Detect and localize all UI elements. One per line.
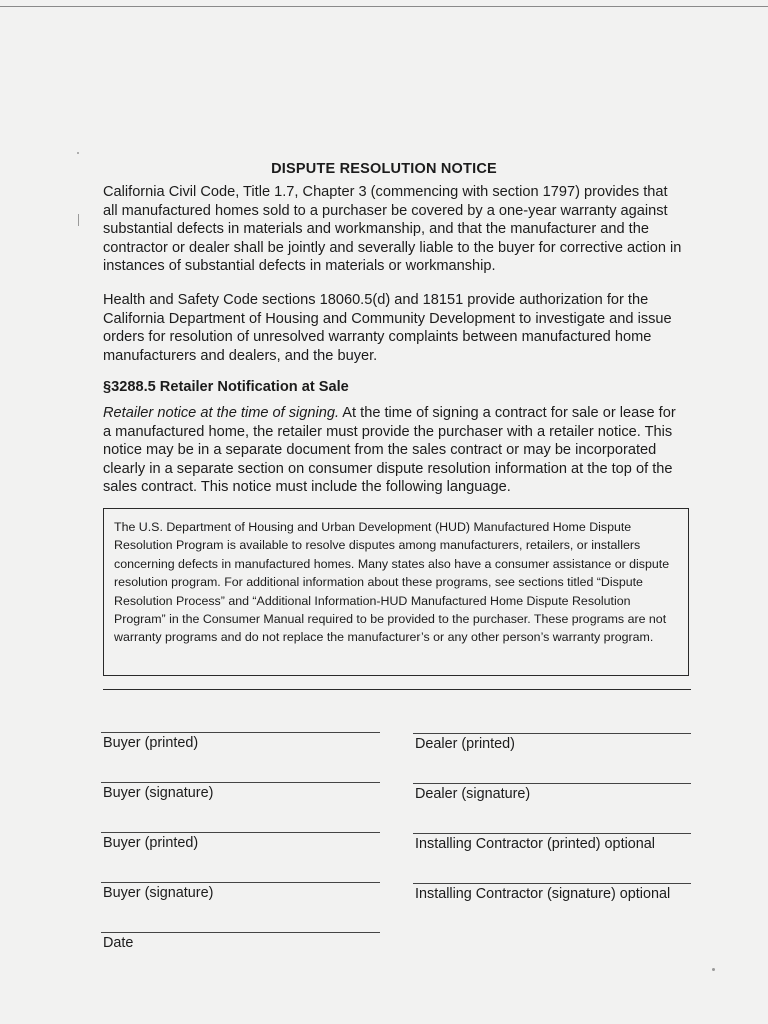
buyer-printed-line [101,732,380,733]
scan-speck [78,214,79,226]
buyer-signature-label-2: Buyer (signature) [103,885,214,901]
notice-box [103,508,689,676]
dealer-printed-line [413,733,691,734]
installer-signature-line [413,883,691,884]
buyer-printed-label: Buyer (printed) [103,735,199,751]
paragraph-lead-italic: Retailer notice at the time of signing. [103,405,340,421]
installer-printed-label: Installing Contractor (printed) optional [415,836,655,852]
installer-signature-label: Installing Contractor (signature) optional [415,886,671,902]
page-top-edge [0,6,768,7]
section-divider [103,689,691,690]
date-label: Date [103,935,134,951]
section-heading: §3288.5 Retailer Notification at Sale [103,379,349,395]
paragraph-health-safety-code: Health and Safety Code sections 18060.5(d) and 18151 provide authorization for the California Department of Housing and Community Development to investigate and issue orders for resolution of unresolved warranty complaints between manufactured home manufacturers and dealers, and the buyer. [103,292,672,364]
buyer-signature-line-2 [101,882,380,883]
dealer-signature-label: Dealer (signature) [415,786,531,802]
paragraph-retailer-notice [103,404,683,497]
paragraph-body: At the time of signing a contract for sale or lease for a manufactured home, the retailer must provide the purchaser with a retailer notice. This notice may be in a separate document from the sales contract or may be incorporated clearly in a separate section on consumer dispute resolution information at the top of the sales contract. This notice must include the following language. [103,405,676,496]
paragraph-civil-code: California Civil Code, Title 1.7, Chapter 3 (commencing with section 1797) provides that all manufactured homes sold to a purchaser be covered by a one-year warranty against substantial defects in materials and workmanship, and that the manufacturer and the contractor or dealer shall be jointly and severally liable to the buyer for corrective action in instances of substantial defects in materials or workmanship. [103,184,682,275]
notice-box-text: The U.S. Department of Housing and Urban Development (HUD) Manufactured Home Dispute Resolution Program is available to resolve disputes among manufacturers, retailers, or installers concerning defects in manufactured homes. Many states also have a consumer assistance or dispute resolution program. For additional information about these programs, see sections titled “Dispute Resolution Process” and “Additional Information-HUD Manufactured Home Dispute Resolution Program” in the Consumer Manual required to be provided to the purchaser. These programs are not warranty programs and do not replace the manufacturer’s or any other person’s warranty program. [114,520,670,645]
dealer-signature-line [413,783,691,784]
buyer-signature-line [101,782,380,783]
buyer-printed-line-2 [101,832,380,833]
buyer-printed-label-2: Buyer (printed) [103,835,199,851]
scan-speck [77,152,79,154]
installer-printed-line [413,833,691,834]
buyer-signature-label: Buyer (signature) [103,785,214,801]
scan-speck [712,968,715,971]
date-line [101,932,380,933]
document-title: DISPUTE RESOLUTION NOTICE [271,161,497,177]
dealer-printed-label: Dealer (printed) [415,736,515,752]
